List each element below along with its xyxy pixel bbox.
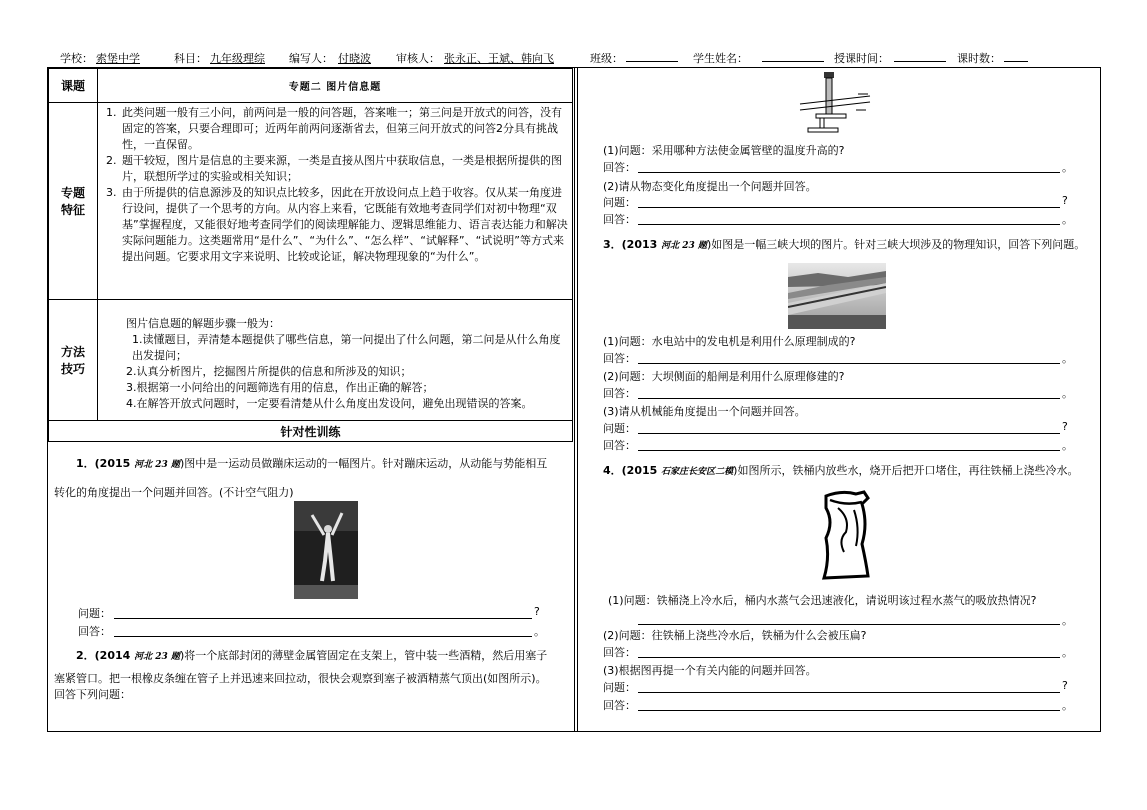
hours-blank[interactable] (1004, 50, 1028, 62)
q2-sub2-question-line[interactable] (638, 207, 1060, 208)
q2-sub1-period: 。 (1062, 161, 1073, 174)
reviewer-label: 审核人： (396, 52, 440, 65)
method-steps-cell (98, 300, 573, 421)
student-label: 学生姓名： (693, 52, 748, 65)
q1-period: 。 (534, 625, 545, 638)
q4-sub2-answer-line[interactable] (638, 657, 1060, 658)
student-blank[interactable] (762, 50, 824, 62)
time-blank[interactable] (894, 50, 946, 62)
q3-sub2-answer-line[interactable] (638, 398, 1060, 399)
subject-name: 九年级理综 (210, 52, 265, 65)
q2-sub2-answer-line[interactable] (638, 224, 1060, 225)
feature-list (120, 105, 568, 265)
q1-qmark: ? (534, 605, 540, 618)
q4-sub3-answer-line[interactable] (638, 710, 1060, 711)
metal-tube-diagram (796, 70, 876, 134)
q1-answer-label: 回答： (78, 625, 111, 638)
q4-sub3-period: 。 (1062, 699, 1073, 712)
q2-sub2-answer-label: 回答： (603, 213, 636, 226)
q2-sub1-answer-line[interactable] (638, 172, 1060, 173)
q2-sub1: (1)问题：采用哪种方法使金属管壁的温度升高的? (603, 144, 845, 157)
class-blank[interactable] (626, 50, 678, 62)
q3-sub3-qmark: ? (1062, 420, 1068, 433)
q1-question-label: 问题： (78, 607, 111, 620)
q4-sub3-qmark: ? (1062, 679, 1068, 692)
training-heading: 针对性训练 (49, 421, 573, 442)
q4-sub1: (1)问题：铁桶浇上冷水后，桶内水蒸气会迅速液化，请说明该过程水蒸气的吸放热情况? (608, 594, 1037, 607)
class-label: 班级： (590, 52, 623, 65)
feature-item: 3. 由于所提供的信息源涉及的知识点比较多，因此在开放设问点上趋于收容。仅从某一角度进行设问，提供了一个思考的方向。从内容上来看，它既能有效地考查同学们对初中物理“双基”掌握程度，又能很好地考查同学们的阅读理解能力、逻辑思维能力、语言表达能力和解决实际问题能力。这类题常用“是什么”、“为什么”、“怎么样”、“试解释”、“试说明”等方式来提出问题。它要求用文字来说明、比较或论证，解决物理现象的“为什么”。 (120, 185, 568, 265)
q3-sub2: (2)问题：大坝侧面的船闸是利用什么原理修建的? (603, 370, 845, 383)
q2-sub1-answer-label: 回答： (603, 161, 636, 174)
worksheet (47, 67, 1101, 732)
q4-sub3: (3)根据图再提一个有关内能的问题并回答。 (603, 664, 817, 677)
feature-list-cell (98, 103, 573, 300)
q3-sub1-answer-line[interactable] (638, 363, 1060, 364)
hours-label: 课时数： (957, 52, 1001, 65)
q3-sub1-answer-label: 回答： (603, 352, 636, 365)
author-name: 付晓波 (338, 52, 371, 65)
q3-sub3-answer-label: 回答： (603, 439, 636, 452)
author-label: 编写人： (289, 52, 333, 65)
q2-sub2-period: 。 (1062, 213, 1073, 226)
feature-item: 2. 题干较短，图片是信息的主要来源，一类是直接从图片中获取信息，一类是根据所提供的图片，联想所学过的实验或相关知识； (120, 153, 568, 185)
crushed-bucket-sketch (816, 488, 878, 582)
lesson-info-table (48, 68, 573, 442)
q4-sub2-answer-label: 回答： (603, 646, 636, 659)
q3-sub1: (1)问题：水电站中的发电机是利用什么原理制成的? (603, 335, 856, 348)
subject-label: 科目： (174, 52, 207, 65)
school-label: 学校： (60, 52, 93, 65)
topic-title: 专题二 图片信息题 (98, 69, 573, 103)
method-label: 方法 技巧 (49, 300, 98, 421)
q4-sub2-period: 。 (1062, 646, 1073, 659)
question-2: 2．(2014 河北 23 题)将一个底部封闭的薄壁金属管固定在支架上，管中装一些酒精，然后用塞子 塞紧管口。把一根橡皮条缠在管子上并迅速来回拉动，很快会观察到塞子被酒精蒸气顶出(如图所示)。 回答下列问题： (54, 649, 548, 701)
q3-sub3: (3)请从机械能角度提出一个问题并回答。 (603, 405, 806, 418)
feature-item: 1. 此类问题一般有三小问，前两问是一般的问答题，答案唯一；第三问是开放式的问答，没有固定的答案，只要合理即可；近两年前两问逐渐省去，但第三问开放式的问答2分具有挑战性，一直保留。 (120, 105, 568, 153)
three-gorges-dam-photo (788, 263, 886, 329)
column-divider (574, 68, 578, 731)
feature-label: 专题 特征 (49, 103, 98, 300)
question-1: 1．(2015 河北 23 题)图中是一运动员做蹦床运动的一幅图片。针对蹦床运动，从动能与势能相互 转化的角度提出一个问题并回答。(不计空气阻力) (54, 457, 548, 499)
q2-sub2-qmark: ? (1062, 194, 1068, 207)
topic-label: 课题 (49, 69, 98, 103)
q1-question-line[interactable] (114, 618, 532, 619)
method-intro: 图片信息题的解题步骤一般为： (126, 317, 280, 330)
q2-sub2: (2)请从物态变化角度提出一个问题并回答。 (603, 180, 817, 193)
q3-sub2-period: 。 (1062, 387, 1073, 400)
time-label: 授课时间： (834, 52, 889, 65)
q3-sub1-period: 。 (1062, 352, 1073, 365)
method-step: 1.读懂题目，弄清楚本题提供了哪些信息，第一问提出了什么问题，第二问是从什么角度出发提问； (132, 333, 561, 362)
reviewer-names: 张永正、王斌、韩向飞 (444, 52, 554, 65)
q4-sub3-question-label: 问题： (603, 681, 636, 694)
q3-sub3-period: 。 (1062, 439, 1073, 452)
q1-answer-line[interactable] (114, 636, 532, 637)
question-3: 3．(2013 河北 23 题)如图是一幅三峡大坝的图片。针对三峡大坝涉及的物理知识，回答下列问题。 (603, 238, 1086, 251)
method-step: 3.根据第一小问给出的问题筛选有用的信息，作出正确的解答； (126, 381, 434, 394)
school-name: 索堡中学 (96, 52, 140, 65)
q4-sub2: (2)问题：往铁桶上浇些冷水后，铁桶为什么会被压扁? (603, 629, 867, 642)
q3-sub3-question-label: 问题： (603, 422, 636, 435)
q3-sub3-question-line[interactable] (638, 433, 1060, 434)
question-4: 4．(2015 石家庄长安区二模)如图所示，铁桶内放些水，烧开后把开口堵住，再往铁桶上浇些冷水。 (603, 464, 1079, 477)
q4-sub1-period: 。 (1062, 614, 1073, 627)
method-step: 2.认真分析图片，挖掘图片所提供的信息和所涉及的知识； (126, 365, 412, 378)
q2-sub2-question-label: 问题： (603, 196, 636, 209)
q3-sub2-answer-label: 回答： (603, 387, 636, 400)
q4-sub3-answer-label: 回答： (603, 699, 636, 712)
q3-sub3-answer-line[interactable] (638, 450, 1060, 451)
trampoline-photo (294, 501, 358, 599)
q4-sub3-question-line[interactable] (638, 692, 1060, 693)
method-step: 4.在解答开放式问题时，一定要看清楚从什么角度出发设问，避免出现错误的答案。 (126, 397, 533, 410)
q4-sub1-answer-line[interactable] (638, 624, 1060, 625)
